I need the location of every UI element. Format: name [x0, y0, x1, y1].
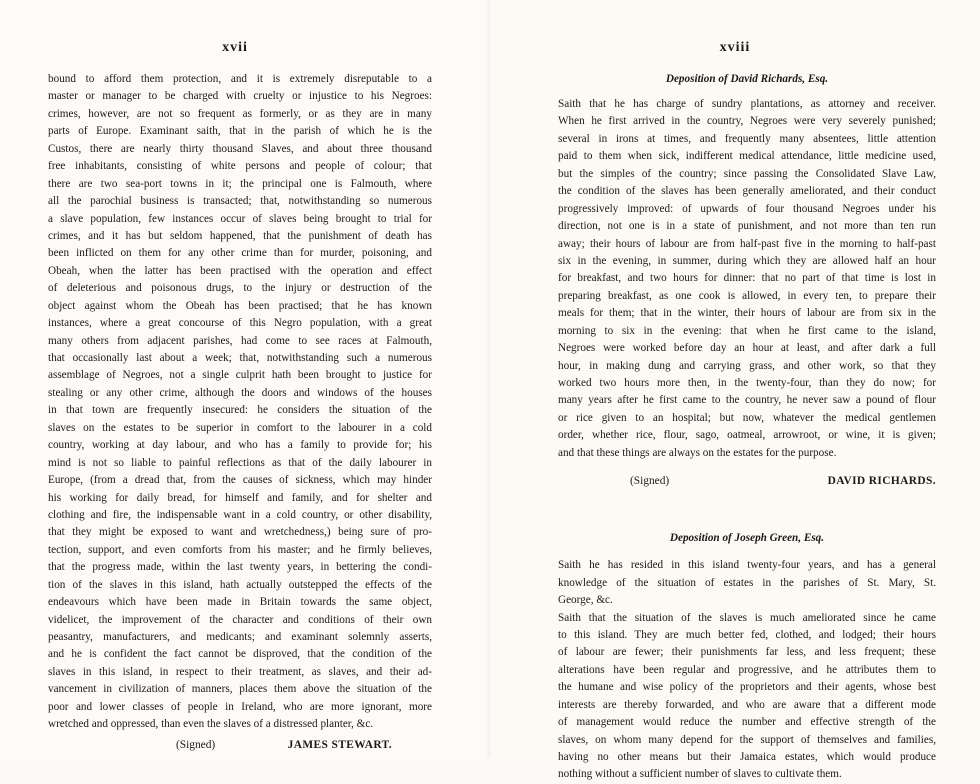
- text-line: interests are thereby forwarded, and who are aware that a different mode: [558, 698, 936, 711]
- left-paragraph: [48, 71, 432, 734]
- deposition-paragraph: [558, 96, 936, 462]
- text-line: order, whether rice, flour, sago, oatmeal, arrowroot, or wine, it is given;: [558, 429, 936, 442]
- text-line: alterations have been regular and progressive, and he attributes them to: [558, 663, 936, 676]
- deposition-paragraph: [558, 557, 936, 784]
- text-line: George, &c.: [558, 594, 613, 607]
- signed-label: (Signed): [630, 475, 670, 488]
- right-page-text: [558, 71, 936, 784]
- text-line: his working for daily bread, for himself and family, and for shelter and: [48, 491, 432, 504]
- text-line: parts of Europe. Examinant saith, that in the parish of which he is the: [48, 125, 432, 138]
- left-page-text: [48, 71, 432, 754]
- text-line: worked two hours more then, in the twenty-four, than they do now; for: [558, 377, 936, 389]
- text-line: slaves on the estates to be superior in comfort to the labourer in a cold: [48, 421, 432, 434]
- text-line: stealing or any other crime, although the doors and windows of the houses: [48, 386, 432, 399]
- text-line: direction, not one is in a state of punishment, and not more than ten run: [558, 220, 936, 233]
- text-line: endeavours which have been made in Britain towards the same object,: [48, 596, 432, 609]
- text-line: Saith that the situation of the slaves is much ameliorated since he came: [558, 611, 936, 624]
- text-line: of management would reduce the number and effective strength of the: [558, 716, 936, 729]
- text-line: object against whom the Obeah has been practised; that he has known: [48, 299, 432, 312]
- text-line: Saith he has resided in this island twenty-four years, and has a general: [558, 559, 936, 572]
- text-line: peasantry, manufacturers, and medicants; and examinant solemnly asserts,: [48, 631, 432, 643]
- text-line: Europe, (from a dread that, from the causes of sickness, which may hinder: [48, 474, 432, 487]
- text-line: away; their hours of labour are from half-past five in the morning to half-past: [558, 237, 936, 250]
- text-line: progressively improved: of upwards of four thousand Negroes under his: [558, 202, 936, 215]
- text-line: bound to afford them protection, and it is extremely disreputable to a: [48, 73, 432, 85]
- text-line: meals for them; that in the winter, their hours of labour are from six in the: [558, 307, 936, 320]
- text-line: and that these things are always on the estates for the purpose.: [558, 446, 837, 459]
- text-line: several in irons at times, and frequently many absentees, little attention: [558, 132, 936, 145]
- text-line: there are two sea-port towns in it; the principal one is Falmouth, where: [48, 177, 432, 190]
- text-line: morning to six in the evening: that when he first came to the island,: [558, 324, 936, 337]
- text-line: master or manager to be charged with cruelty or injustice to his Negroes:: [48, 90, 432, 103]
- text-line: crimes, however, are not so frequent as formerly, or as they are in many: [48, 107, 432, 120]
- text-line: mind is not so liable to painful reflections as that of the daily labourer in: [48, 456, 432, 469]
- page-number-right: xviii: [719, 40, 751, 55]
- text-line: crimes, and it has but seldom happened, that the punishment of death has: [48, 229, 432, 242]
- text-line: a slave population, few instances occur of slaves being brought to trial for: [48, 212, 432, 225]
- text-line: many years after he first came to the country, he never saw a pound of flour: [558, 394, 936, 407]
- text-line: When he first arrived in the country, Negroes were very severely punished;: [558, 115, 936, 128]
- text-line: many others from adjacent parishes, had come to see races at Falmouth,: [48, 334, 432, 347]
- text-line: six in the evening, in summer, during which they are allowed half an hour: [558, 254, 936, 267]
- text-line: country, working at day labour, and who has a family to provide for; his: [48, 439, 432, 452]
- right-page: [490, 0, 980, 781]
- page-number-left: xvii: [222, 40, 248, 55]
- text-line: assemblage of Negroes, not a single culprit hath been brought to justice for: [48, 369, 432, 382]
- text-line: the condition of the slaves has been generally ameliorated, and their conduct: [558, 185, 936, 198]
- text-line: videlicet, the improvement of the character and conditions of their own: [48, 613, 432, 626]
- text-line: the humane and wise policy of the proprietors and their agents, whose best: [558, 681, 936, 694]
- text-line: to this island. They are much better fed, clothed, and lodged; their hours: [558, 628, 936, 641]
- text-line: in that town are frequently insecured: he considers the situation of the: [48, 404, 432, 417]
- text-line: but the simples of the country; since passing the Consolidated Slave Law,: [558, 167, 936, 180]
- text-line: slaves, on whom many depend for the support of themselves and families,: [558, 733, 936, 746]
- text-line: poor and lower classes of people in Ireland, who are more ignorant, more: [48, 700, 432, 713]
- text-line: or rice given to an hospital; but now, whatever the medical gentlemen: [558, 411, 936, 424]
- text-line: and he is confident the fact cannot be disproved, that the condition of the: [48, 648, 432, 661]
- text-line: nothing without a sufficient number of slaves to cultivate them.: [558, 768, 842, 781]
- text-line: vancement in civilization of manners, places them above the situation of the: [48, 683, 432, 696]
- text-line: of labour are fewer; their punishments far less, and less frequent; these: [558, 646, 936, 659]
- text-line: that occasionally last about a week; that, notwithstanding such a numerous: [48, 352, 432, 364]
- text-line: of deleterious and poisonous drugs, to the injury or destruction of the: [48, 282, 432, 295]
- text-line: that they might be exposed to want and wretchedness,) being sure of pro-: [48, 526, 432, 539]
- left-signature-line: [48, 736, 432, 754]
- text-line: tection, support, and even comforts from his master; and he firmly believes,: [48, 543, 432, 556]
- deposition-heading: Deposition of David Richards, Esq.: [665, 73, 829, 85]
- left-page: [0, 0, 490, 758]
- text-line: clothing and fire, the indispensable want in a cold country, or other disability,: [48, 508, 432, 521]
- text-line: that the progress made, within the last twenty years, in bettering the condi-: [48, 561, 432, 574]
- signatory-name: DAVID RICHARDS.: [827, 475, 936, 488]
- text-line: free inhabitants, consisting of white persons and people of colour; that: [48, 160, 432, 173]
- text-line: been inflicted on them for any other crime than for murder, poisoning, and: [48, 247, 432, 260]
- text-line: knowledge of the situation of estates in the parishes of St. Mary, St.: [558, 576, 936, 589]
- text-line: Negroes were worked before day an hour at least, and after dark a full: [558, 342, 936, 355]
- text-line: wretched and oppressed, than even the slaves of a distressed planter, &c.: [48, 718, 374, 731]
- text-line: all the parochial business is transacted; that, notwithstanding so numerous: [48, 195, 432, 208]
- right-signature-line: [558, 472, 936, 490]
- signed-label: (Signed): [176, 738, 216, 751]
- text-line: instances, where a great concourse of this Negro population, with a great: [48, 317, 432, 330]
- text-line: Obeah, when the latter has been practised with the operation and effect: [48, 264, 432, 277]
- text-line: for breakfast, and two hours for dinner: that no part of that time is lost in: [558, 272, 936, 285]
- signatory-name: JAMES STEWART.: [287, 738, 392, 751]
- text-line: having no other means but their Jamaica estates, which would produce: [558, 751, 936, 763]
- text-line: hour, in making dung and carrying grass, and other work, so that they: [558, 359, 936, 372]
- text-line: Custos, there are nearly thirty thousand Slaves, and about three thousand: [48, 142, 432, 155]
- text-line: Saith that he has charge of sundry plantations, as attorney and receiver.: [558, 98, 936, 110]
- text-line: paid to them when sick, indifferent medical attendance, little medicine used,: [558, 150, 936, 163]
- text-line: slaves in this island, in respect to their treatment, as slaves, and their ad-: [48, 665, 432, 678]
- deposition-heading: Deposition of Joseph Green, Esq.: [669, 532, 825, 545]
- text-line: preparing breakfast, as one cook is allowed, in every ten, to prepare their: [558, 289, 936, 302]
- text-line: tion of the slaves in this island, hath actually outstepped the effects of the: [48, 578, 432, 591]
